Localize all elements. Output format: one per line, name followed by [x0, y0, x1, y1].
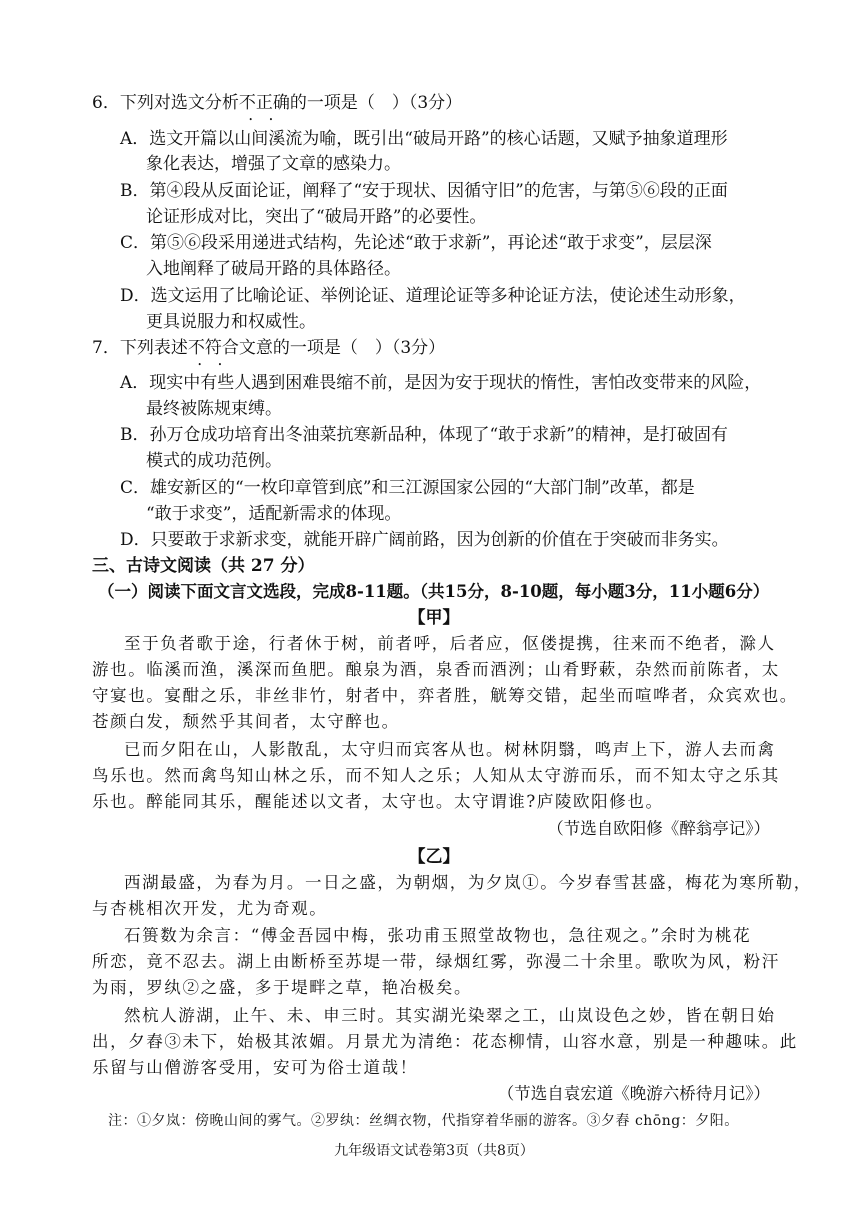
passage-line: 乐也。醉能同其乐，醒能述以文者，太守也。太守谓谁?庐陵欧阳修也。	[92, 792, 664, 811]
passage-line: 游也。临溪而渔，溪深而鱼肥。酿泉为酒，泉香而酒洌；山肴野蔌，杂然而前陈者，太	[92, 660, 780, 679]
footnotes: 注：①夕岚：傍晚山间的雾气。②罗纨：丝绸衣物，代指穿着华丽的游客。③夕舂 chōng：夕阳。	[108, 1113, 739, 1129]
q7-option-a: A．现实中有些人遇到困难畏缩不前，是因为安于现状的惰性，害怕改变带来的风险，	[120, 373, 762, 393]
q7-option-c-cont: “敢于求变”，适配新需求的体现。	[146, 504, 402, 524]
passage-line: 乐留与山僧游客受用，安可为俗士道哉！	[92, 1058, 418, 1077]
section-heading: 三、古诗文阅读（共 27 分）	[92, 556, 315, 576]
passage-line: 为雨，罗纨②之盛，多于堤畔之草，艳冶极矣。	[92, 978, 473, 997]
q6-option-a-cont: 象化表达，增强了文章的感染力。	[146, 154, 401, 174]
passage-line: 所恋，竟不忍去。湖上由断桥至苏堤一带，绿烟红雾，弥漫二十余里。歌吹为风，粉汗	[92, 952, 780, 971]
passage-jia-source: （节选自欧阳修《醉翁亭记》）	[547, 819, 770, 838]
q6-option-a: A．选文开篇以山间溪流为喻，既引出“破局开路”的核心话题，又赋予抽象道理形	[120, 129, 728, 149]
passage-line: 已而夕阳在山，人影散乱，太守归而宾客从也。树林阴翳，鸣声上下，游人去而禽	[124, 740, 776, 759]
page-footer: 九年级语文试卷第3页（共8页）	[334, 1143, 534, 1159]
passage-line: 西湖最盛，为春为月。一日之盛，为朝烟，为夕岚①。今岁春雪甚盛，梅花为寒所勒，	[124, 873, 812, 892]
passage-line: 石篑数为余言：“傅金吾园中梅，张功甫玉照堂故物也，急往观之。”余时为桃花	[124, 926, 752, 945]
emphasis-dots: 不正确 • •	[239, 92, 290, 114]
passage-line: 苍颜白发，颓然乎其间者，太守醉也。	[92, 712, 400, 731]
passage-yi-source: （节选自袁宏道《晚游六桥待月记》）	[497, 1084, 770, 1103]
passage-line: 鸟乐也。然而禽鸟知山林之乐，而不知人之乐；人知从太守游而乐，而不知太守之乐其	[92, 766, 780, 785]
q6-option-c-cont: 入地阐释了破局开路的具体路径。	[146, 259, 401, 279]
emphasis-dots: 不符合 • •	[188, 337, 239, 359]
passage-yi-title: 【乙】	[408, 847, 460, 867]
passage-line: 出，夕舂③未下，始极其浓媚。月景尤为清绝：花态柳情，山容水意，别是一种趣味。此	[92, 1032, 798, 1051]
q6-option-d-cont: 更具说服力和权威性。	[146, 312, 316, 332]
passage-line: 守宴也。宴酣之乐，非丝非竹，射者中，弈者胜，觥筹交错，起坐而喧哗者，众宾欢也。	[92, 686, 798, 705]
part-instruction: （一）阅读下面文言文选段，完成8-11题。（共15分，8-10题，每小题3分，11小题6分）	[98, 582, 770, 601]
q7-option-c: C．雄安新区的“一枚印章管到底”和三江源国家公园的“大部门制”改革，都是	[120, 478, 695, 498]
passage-line: 与杏桃相次开发，尤为奇观。	[92, 899, 328, 918]
passage-jia-title: 【甲】	[408, 608, 460, 628]
q7-option-d: D．只要敢于求新求变，就能开辟广阔前路，因为创新的价值在于突破而非务实。	[120, 530, 729, 550]
q6-option-b: B．第④段从反面论证，阐释了“安于现状、因循守旧”的危害，与第⑤⑥段的正面	[120, 181, 728, 201]
q7-option-a-cont: 最终被陈规束缚。	[146, 399, 282, 419]
passage-line: 至于负者歌于途，行者休于树，前者呼，后者应，伛偻提携，往来而不绝者，滁人	[124, 634, 776, 653]
q6-option-c: C．第⑤⑥段采用递进式结构，先论述“敢于求新”，再论述“敢于求变”，层层深	[120, 233, 712, 253]
q7-option-b-cont: 模式的成功范例。	[146, 451, 282, 471]
q6-option-b-cont: 论证形成对比，突出了“破局开路”的必要性。	[146, 207, 487, 227]
question-7-stem: 7．下列表述不符合 • •文意的一项是（ ）（3分）	[92, 337, 445, 359]
q7-option-b: B．孙万仓成功培育出冬油菜抗寒新品种，体现了“敢于求新”的精神，是打破固有	[120, 425, 728, 445]
q6-option-d: D．选文运用了比喻论证、举例论证、道理论证等多种论证方法，使论述生动形象，	[120, 286, 746, 306]
passage-line: 然杭人游湖，止午、未、申三时。其实湖光染翠之工，山岚设色之妙，皆在朝日始	[124, 1006, 776, 1025]
question-6-stem: 6．下列对选文分析不正确 • •的一项是（ ）（3分）	[92, 92, 462, 114]
